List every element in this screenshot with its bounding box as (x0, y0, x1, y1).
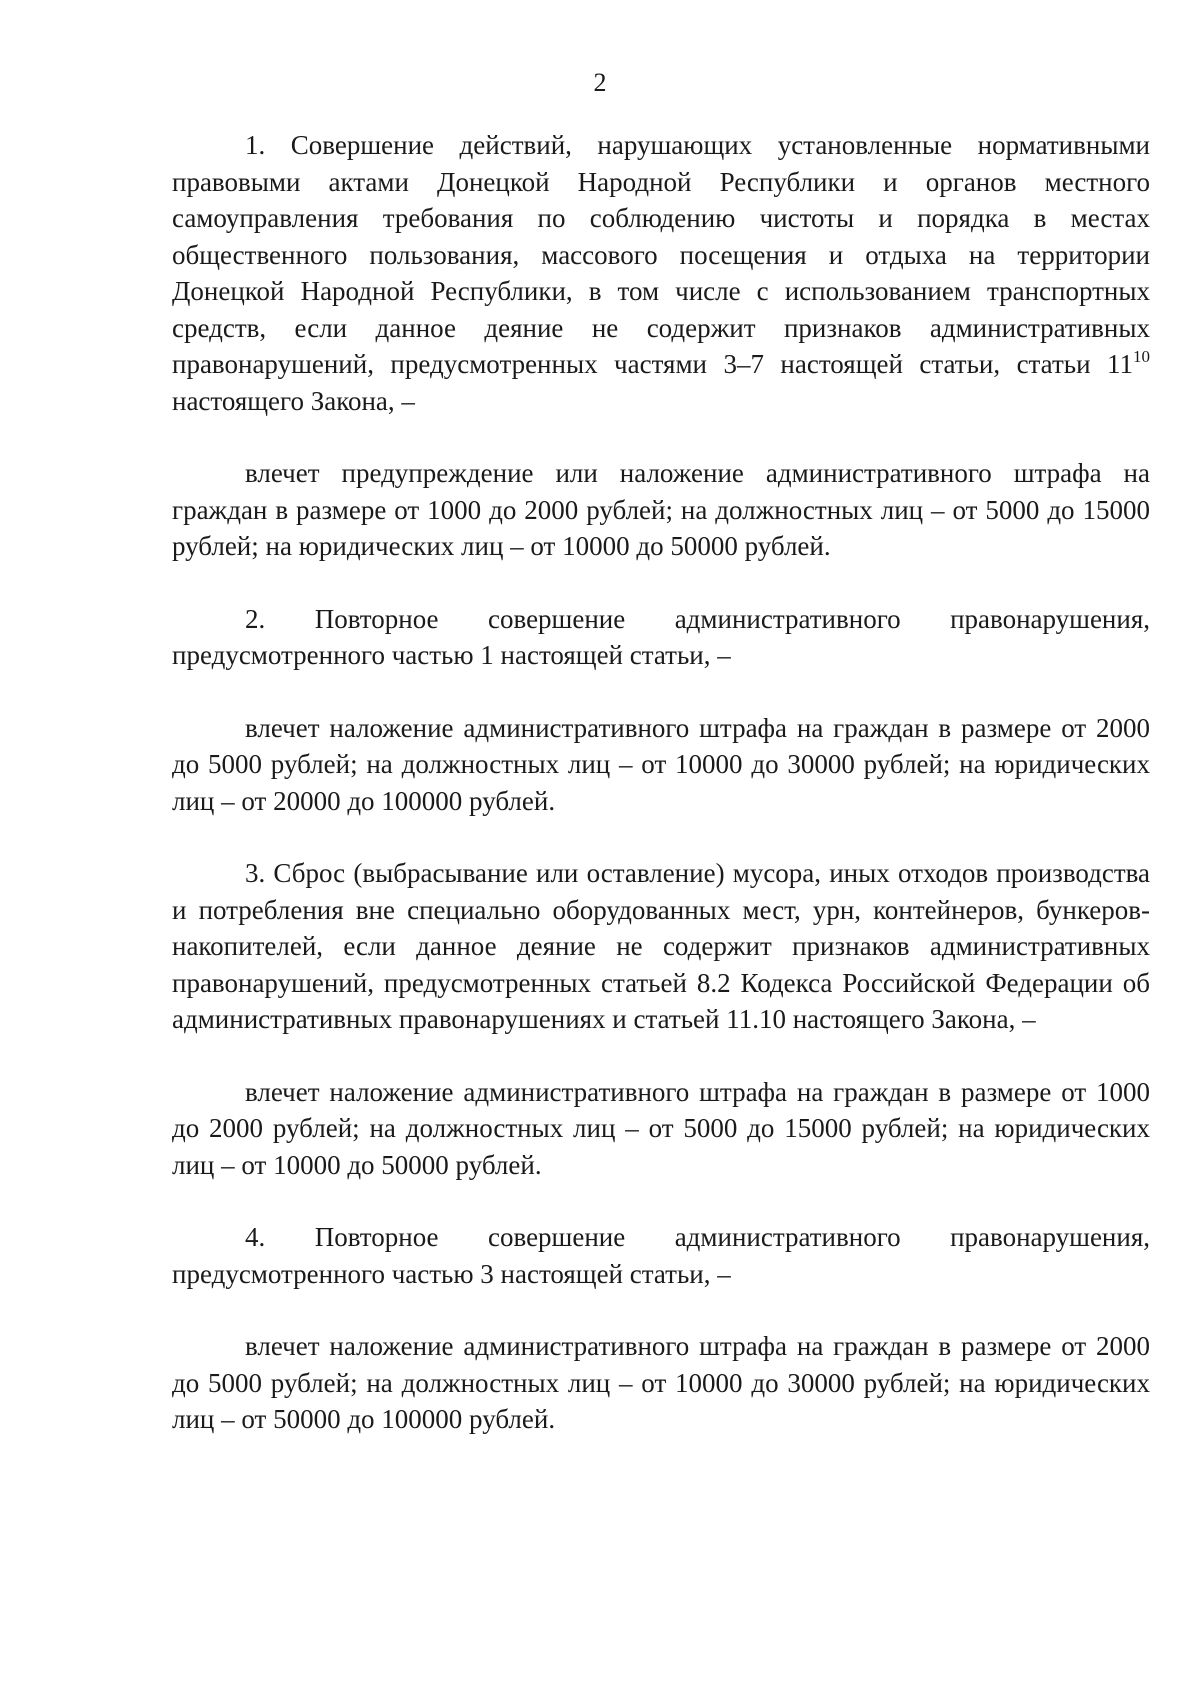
article-superscript: 10 (1133, 347, 1150, 366)
paragraph-part-4: 4. Повторное совершение административного правонарушения, предусмотренного частью 3 настоящей статьи, – (172, 1222, 1150, 1289)
paragraph-penalty-4: влечет наложение административного штрафа на граждан в размере от 2000 до 5000 рублей; на должностных лиц – от 10000 до 30000 рублей; на юридических лиц – от 50000 до 100000 рублей. (172, 1331, 1150, 1434)
paragraph-part-3: 3. Сброс (выбрасывание или оставление) мусора, иных отходов производства и потребления вне специально оборудованных мест, урн, контейнеров, бункеров-накопителей, если данное деяние не содержит признаков административных правонарушений, предусмотренных статьей 8.2 Кодекса Российской Федерации об административных правонарушениях и статьей 11.10 настоящего Закона, – (172, 858, 1150, 1034)
paragraph-penalty-3: влечет наложение административного штрафа на граждан в размере от 1000 до 2000 рублей; на должностных лиц – от 5000 до 15000 рублей; на юридических лиц – от 10000 до 50000 рублей. (172, 1076, 1150, 1180)
paragraph-part-1 (172, 127, 1150, 419)
document-body (172, 127, 1150, 1438)
paragraph-part-2: 2. Повторное совершение административного правонарушения, предусмотренного частью 1 настоящей статьи, – (172, 603, 1150, 670)
paragraph-penalty-2: влечет наложение административного штрафа на граждан в размере от 2000 до 5000 рублей; на должностных лиц – от 10000 до 30000 рублей; на юридических лиц – от 20000 до 100000 рублей. (172, 712, 1150, 816)
paragraph-penalty-1: влечет предупреждение или наложение административного штрафа на граждан в размере от 1000 до 2000 рублей; на должностных лиц – от 5000 до 15000 рублей; на юридических лиц – от 10000 до 50000 рублей. (172, 458, 1150, 561)
paragraph-part-1-tail: настоящего Закона, – (172, 385, 415, 416)
paragraph-part-1-text: 1. Совершение действий, нарушающих установленные нормативными правовыми актами Донецкой Народной Республики и органов местного самоуправления требования по соблюдению чистоты и порядка в местах общественного пользования, массового посещения и отдыха на территории Донецкой Народной Республики, в том числе с использованием транспортных средств, если данное деяние не содержит признаков административных правонарушений, предусмотренных частями 3–7 настоящей статьи, статьи 11 (172, 130, 1150, 379)
page-number: 2 (593, 68, 607, 97)
